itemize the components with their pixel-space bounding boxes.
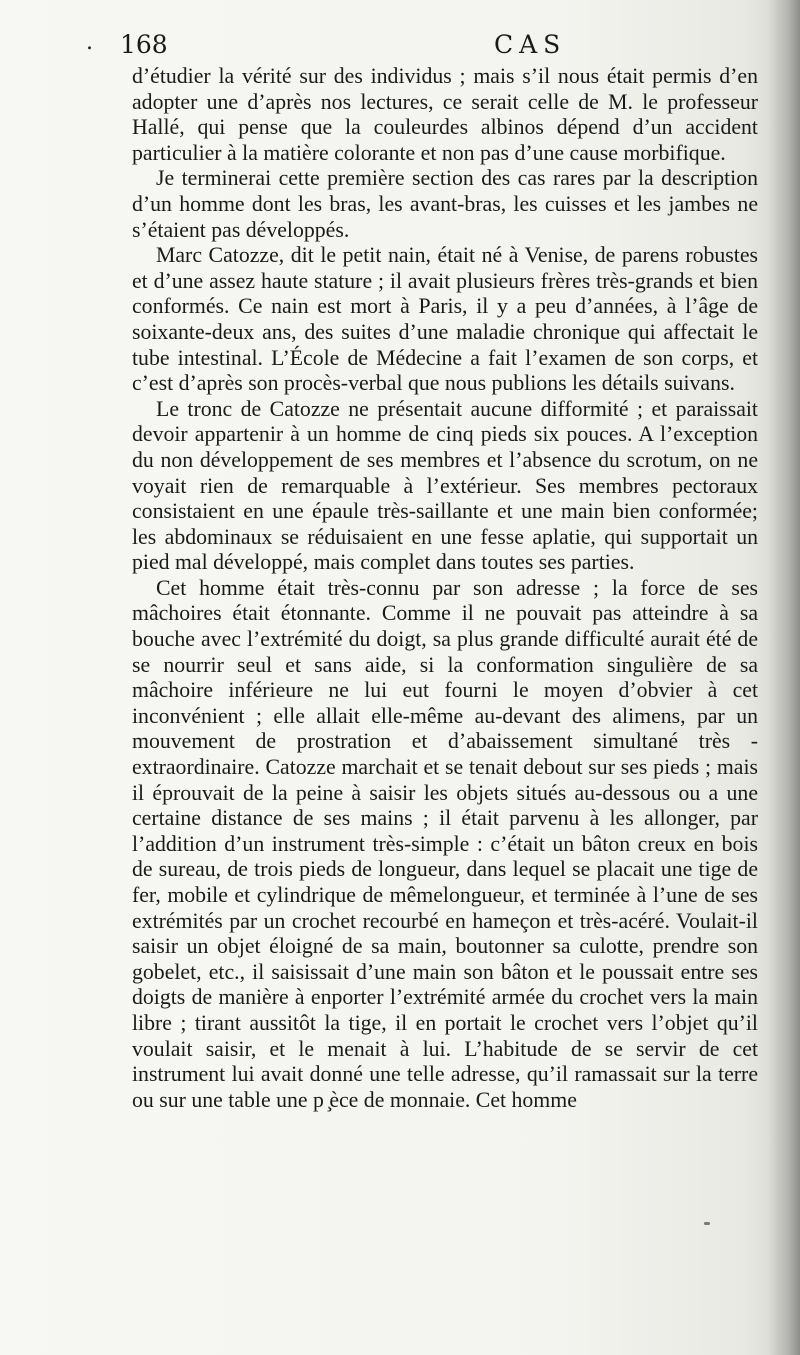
marginal-mark: . bbox=[86, 30, 93, 55]
paragraph: Le tronc de Catozze ne présentait aucune difformité ; et paraissait devoir appartenir à un homme de cinq pieds six pouces. A l’exception du non développement de ses membres et l’absence du scrotum, on ne voyait rien de remarquable à l’extérieur. Ses membres pectoraux consistaient en une épaule très-saillante et une main bien conformée; les abdominaux se réduisaient en une fesse aplatie, qui supportait un pied mal développé, mais complet dans toutes ses parties. bbox=[132, 396, 758, 575]
ink-speck bbox=[704, 1222, 710, 1225]
paragraph: Marc Catozze, dit le petit nain, était né à Venise, de parens robustes et d’une assez haute stature ; il avait plusieurs frères très-grands et bien conformés. Ce nain est mort à Paris, il y a peu d’années, à l’âge de soixante-deux ans, des suites d’une maladie chronique qui affectait le tube intestinal. L’École de Médecine a fait l’examen de son corps, et c’est d’après son procès-verbal que nous publions les détails suivans. bbox=[132, 243, 758, 396]
running-head: CAS bbox=[494, 30, 567, 59]
page-number: 168 bbox=[120, 30, 168, 59]
paragraph: Cet homme était très-connu par son adresse ; la force de ses mâchoires était étonnante. Comme il ne pouvait pas atteindre à sa bouche avec l’extrémité du doigt, sa plus grande difficulté aurait été de se nourrir seul et sans aide, si la conformation singulière de sa mâchoire inférieure ne lui eut fourni le moyen d’obvier à cet inconvénient ; elle allait elle-même au-devant des alimens, par un mouvement de prostration et d’abaissement simultané très - extraordinaire. Catozze marchait et se tenait debout sur ses pieds ; mais il éprouvait de la peine à saisir les objets situés au-dessous ou a une certaine distance de ses mains ; il était parvenu à les allonger, par l’addition d’un instrument très-simple : c’était un bâton creux en bois de sureau, de trois pieds de longueur, dans lequel se placait une tige de fer, mobile et cylindrique de mêmelongueur, et terminée à l’une de ses extrémités par un crochet recourbé en hameçon et très-acéré. Voulait-il saisir un objet éloigné de sa main, boutonner sa culotte, prendre son gobelet, etc., il saisissait d’une main son bâton et le poussait entre ses doigts de manière à enporter l’extrémité armée du crochet vers la main libre ; tirant aussitôt la tige, il en portait le crochet vers l’objet qu’il voulait saisir, et le menait à lui. L’habitude de se servir de cet instrument lui avait donné une telle adresse, qu’il ramassait sur la terre ou sur une table une p ̧èce de monnaie. Cet homme bbox=[132, 575, 758, 1112]
paragraph-continuation: d’étudier la vérité sur des individus ; mais s’il nous était permis d’en adopter une d’après nos lectures, ce serait celle de M. le professeur Hallé, qui pense que la couleurdes albinos dépend d’un accident particulier à la matière colorante et non pas d’une cause morbifique. bbox=[132, 64, 758, 165]
body-text bbox=[132, 64, 758, 1113]
page-header bbox=[86, 30, 766, 64]
page-spine-shadow bbox=[768, 0, 800, 1355]
paragraph: Je terminerai cette première section des cas rares par la description d’un homme dont les bras, les avant-bras, les cuisses et les jambes ne s’étaient pas développés. bbox=[132, 166, 758, 242]
